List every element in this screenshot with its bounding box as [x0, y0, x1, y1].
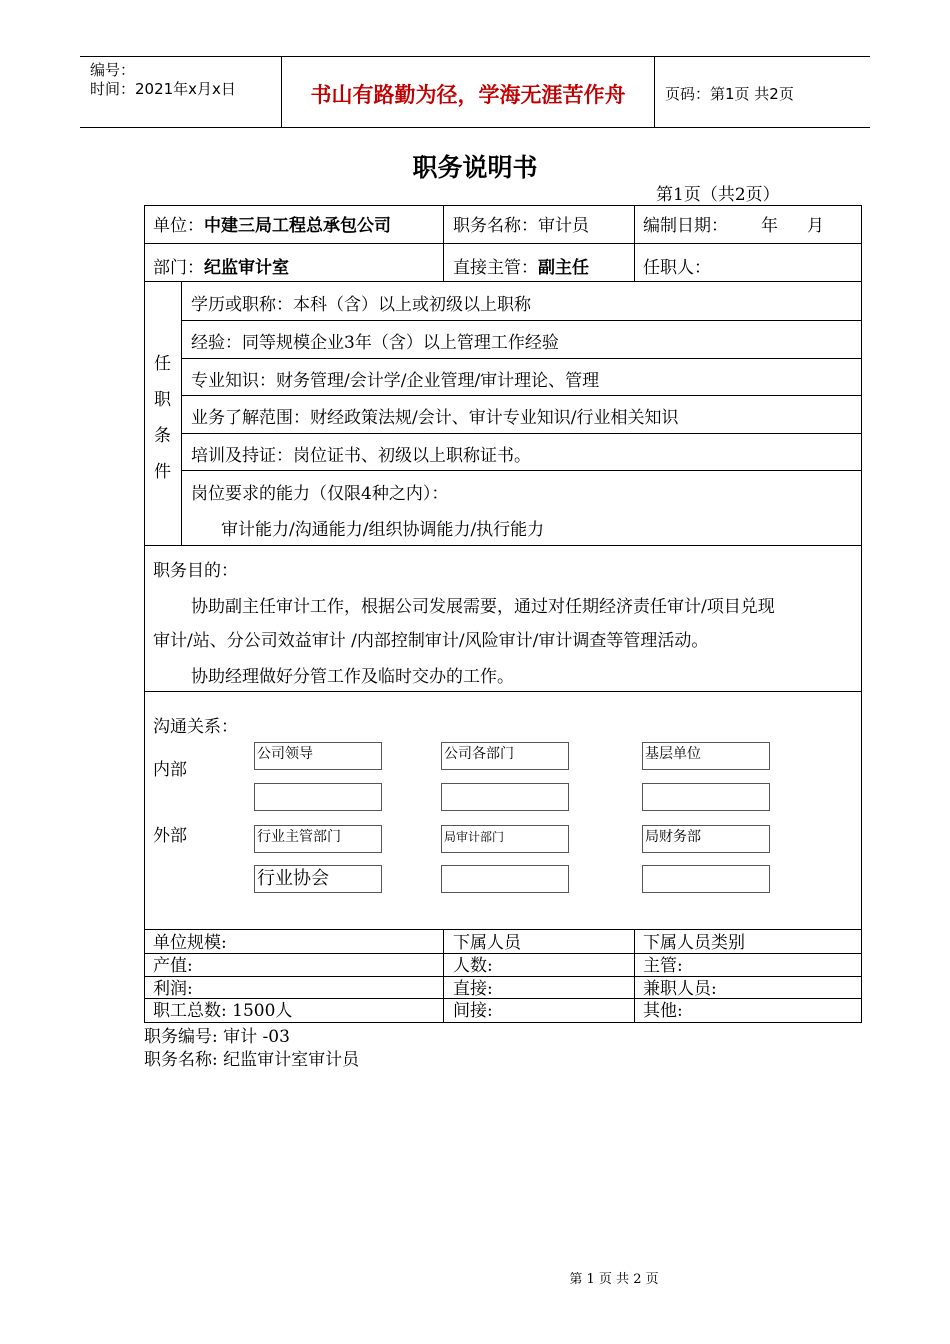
profit-label: 利润:	[153, 979, 193, 999]
row-divider	[181, 358, 861, 359]
row-divider	[181, 470, 861, 471]
external-label: 外部	[153, 826, 187, 846]
internal-contact-box	[642, 783, 770, 811]
internal-label: 内部	[153, 760, 187, 780]
row-divider	[145, 929, 861, 930]
qualification-side-char: 任	[154, 354, 171, 374]
unit-label: 单位：	[153, 216, 204, 236]
unit-value: 中建三局工程总承包公司	[204, 216, 391, 236]
page-title: 职务说明书	[412, 153, 538, 182]
col-divider	[443, 929, 444, 1022]
row-divider	[145, 691, 861, 692]
output-label: 产值:	[153, 956, 193, 976]
row-divider	[181, 395, 861, 396]
dept-label: 部门：	[153, 258, 204, 278]
qualification-side-char: 件	[154, 462, 171, 482]
job-description-form	[144, 205, 862, 1023]
external-contact-box: 行业主管部门	[254, 825, 382, 853]
page-indicator: 第1页（共2页）	[656, 185, 780, 205]
page-footer: 第 1 页 共 2 页	[569, 1272, 659, 1287]
purpose-line: 审计/站、分公司效益审计 /内部控制审计/风险审计/审计调查等管理活动。	[153, 631, 709, 651]
prepared-date-label: 编制日期：	[643, 216, 728, 236]
position-label: 职务名称：	[453, 216, 538, 236]
manager-label: 主管:	[643, 956, 683, 976]
internal-contact-box	[254, 783, 382, 811]
ability-value: 审计能力/沟通能力/组织协调能力/执行能力	[221, 520, 545, 540]
header-meta	[90, 61, 236, 99]
col-divider	[181, 281, 182, 545]
external-contact-box	[441, 865, 569, 893]
external-contact-box: 局审计部门	[441, 825, 569, 853]
number-label: 编号：	[90, 61, 136, 79]
header-page-label: 页码：第1页 共2页	[665, 85, 794, 103]
staff-total-label: 职工总数: 1500人	[153, 1001, 293, 1021]
row-divider	[181, 433, 861, 434]
row-divider	[181, 320, 861, 321]
communication-label: 沟通关系：	[153, 717, 238, 737]
position-full-name: 职务名称: 纪监审计室审计员	[144, 1050, 360, 1070]
year-label: 年	[761, 216, 778, 236]
education-requirement: 学历或职称：本科（含）以上或初级以上职称	[191, 295, 531, 315]
supervisor-label: 直接主管：	[453, 258, 538, 278]
qualification-side-char: 职	[154, 390, 171, 410]
position-value: 审计员	[538, 216, 589, 236]
col-divider	[443, 206, 444, 281]
col-divider	[634, 206, 635, 281]
row-divider	[145, 998, 861, 999]
position-field	[453, 216, 589, 236]
subordinates-label: 下属人员	[453, 933, 521, 953]
purpose-line: 协助经理做好分管工作及临时交办的工作。	[191, 667, 514, 687]
experience-requirement: 经验：同等规模企业3年（含）以上管理工作经验	[191, 333, 559, 353]
holder-label: 任职人：	[643, 258, 711, 278]
direct-label: 直接:	[453, 979, 493, 999]
external-contact-box: 行业协会	[254, 865, 382, 893]
internal-contact-box: 基层单位	[642, 742, 770, 770]
month-label: 月	[807, 216, 824, 236]
row-divider	[145, 243, 861, 244]
row-divider	[145, 976, 861, 977]
page-header	[80, 56, 870, 128]
row-divider	[145, 953, 861, 954]
supervisor-value: 副主任	[538, 258, 589, 278]
header-divider	[654, 57, 655, 127]
count-label: 人数:	[453, 956, 493, 976]
business-scope-requirement: 业务了解范围：财经政策法规/会计、审计专业知识/行业相关知识	[191, 408, 679, 428]
scale-label: 单位规模:	[153, 933, 227, 953]
subordinate-type-label: 下属人员类别	[643, 933, 745, 953]
purpose-label: 职务目的：	[153, 561, 238, 581]
ability-label: 岗位要求的能力（仅限4种之内）：	[191, 484, 449, 504]
external-contact-box: 局财务部	[642, 825, 770, 853]
row-divider	[145, 545, 861, 546]
indirect-label: 间接:	[453, 1001, 493, 1021]
date-label: 时间：2021年x月x日	[90, 80, 236, 98]
other-label: 其他:	[643, 1001, 683, 1021]
dept-field	[153, 258, 289, 278]
internal-contact-box: 公司各部门	[441, 742, 569, 770]
knowledge-requirement: 专业知识：财务管理/会计学/企业管理/审计理论、管理	[191, 371, 600, 391]
internal-contact-box	[441, 783, 569, 811]
external-contact-box	[642, 865, 770, 893]
header-motto: 书山有路勤为径，学海无涯苦作舟	[310, 83, 626, 107]
supervisor-field	[453, 258, 589, 278]
parttime-label: 兼职人员:	[643, 979, 717, 999]
dept-value: 纪监审计室	[204, 258, 289, 278]
unit-field	[153, 216, 391, 236]
internal-contact-box: 公司领导	[254, 742, 382, 770]
position-code: 职务编号: 审计 -03	[144, 1027, 290, 1047]
qualification-side-char: 条	[154, 426, 171, 446]
row-divider	[145, 281, 861, 282]
training-requirement: 培训及持证：岗位证书、初级以上职称证书。	[191, 446, 531, 466]
col-divider	[634, 929, 635, 1022]
purpose-line: 协助副主任审计工作，根据公司发展需要，通过对任期经济责任审计/项目兑现	[191, 597, 775, 617]
